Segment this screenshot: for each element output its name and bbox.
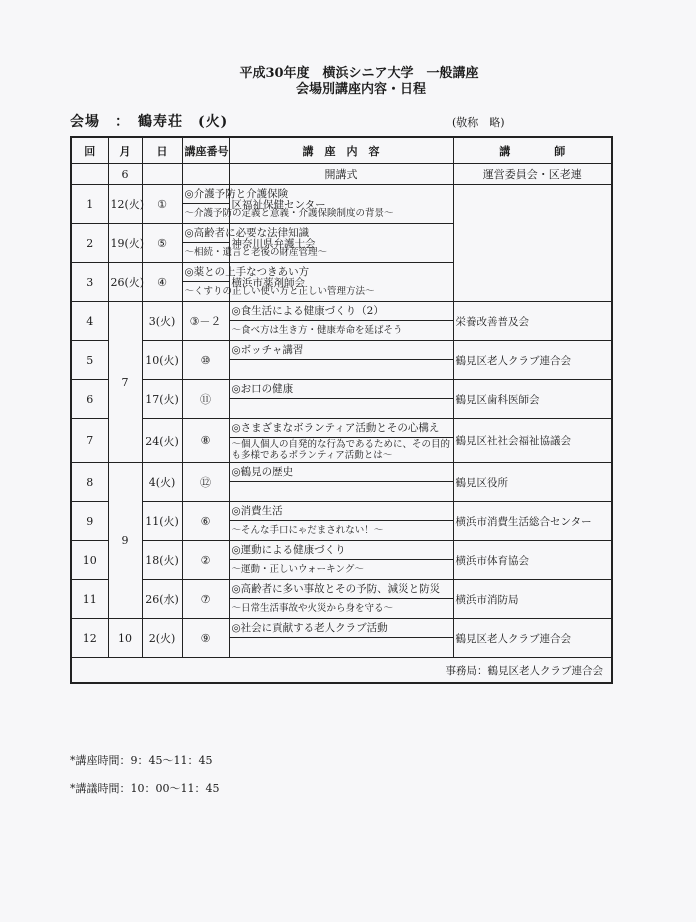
row-lecturer: 鶴見区役所 <box>453 463 612 502</box>
row-topic: ◎薬との上手なつきあい方 <box>182 263 229 282</box>
row-topic: ◎高齢者に必要な法律知識 <box>182 224 229 243</box>
row-lecturer: 栄養改善普及会 <box>453 302 612 341</box>
office-row <box>71 658 612 684</box>
row-day: 2(火) <box>142 619 182 658</box>
row-number: ⑫ <box>182 463 229 502</box>
table-row <box>71 580 612 599</box>
schedule-table <box>70 136 613 684</box>
row-day: 11(火) <box>142 502 182 541</box>
row-subtitle: ～くすりの正しい使い方と正しい管理方法～ <box>182 282 229 302</box>
lecture-time-note: *講座時間：9：45～11：45 <box>70 754 213 767</box>
row-day: 17(火) <box>142 380 182 419</box>
row-topic: ◎運動による健康づくり <box>229 541 453 560</box>
row-number: ⑤ <box>142 224 182 263</box>
row-day: 10(火) <box>142 341 182 380</box>
row-subtitle: ～個人個人の自発的な行為であるために、その目的も多様であるボランティア活動とは～ <box>229 438 453 463</box>
month-cell: 10 <box>108 619 142 658</box>
row-kai: 1 <box>71 185 108 224</box>
row-kai: 4 <box>71 302 108 341</box>
row-topic: ◎食生活による健康づくり（2） <box>229 302 453 321</box>
venue-label: 会場 ： 鶴寿荘 (火) <box>70 114 229 130</box>
row-number: ⑩ <box>182 341 229 380</box>
row-number: ① <box>142 185 182 224</box>
talk-time-note: *講議時間：10：00～11：45 <box>70 782 220 795</box>
row-day: 4(火) <box>142 463 182 502</box>
month-cell: 6 <box>108 164 142 185</box>
row-lecturer: 横浜市体育協会 <box>453 541 612 580</box>
row-number: ⑥ <box>182 502 229 541</box>
header-day: 日 <box>142 137 182 164</box>
month-cell: 7 <box>108 302 142 463</box>
header-content: 講 座 内 容 <box>229 137 453 164</box>
row-day: 19(火) <box>108 224 142 263</box>
row-subtitle <box>229 360 453 380</box>
table-row <box>71 302 612 321</box>
row-day: 3(火) <box>142 302 182 341</box>
row-topic: ◎介護予防と介護保険 <box>182 185 229 204</box>
row-day: 18(火) <box>142 541 182 580</box>
row-kai: 5 <box>71 341 108 380</box>
header-number: 講座番号 <box>182 137 229 164</box>
row-subtitle <box>229 399 453 419</box>
row-lecturer: 横浜市薬剤師会 <box>229 263 453 302</box>
table-row <box>71 541 612 560</box>
title-line2: 会場別講座内容・日程 <box>295 82 426 97</box>
row-lecturer: 神奈川県弁護士会 <box>229 224 453 263</box>
row-topic: ◎鶴見の歴史 <box>229 463 453 482</box>
row-kai: 9 <box>71 502 108 541</box>
row-lecturer: 鶴見区老人クラブ連合会 <box>453 341 612 380</box>
table-header-row <box>71 137 612 164</box>
opening-row <box>71 164 612 185</box>
header-lecturer: 講 師 <box>453 137 612 164</box>
row-day: 12(火) <box>108 185 142 224</box>
row-kai: 3 <box>71 263 108 302</box>
row-subtitle: ～日常生活事故や火災から身を守る～ <box>229 599 453 619</box>
row-day: 26(水) <box>142 580 182 619</box>
row-subtitle: ～運動・正しいウォーキング～ <box>229 560 453 580</box>
row-number: ⑨ <box>182 619 229 658</box>
row-lecturer: 鶴見区社社会福祉協議会 <box>453 419 612 463</box>
table-row <box>71 185 612 204</box>
row-subtitle: ～相続・遺言と老後の財産管理～ <box>182 243 229 263</box>
row-topic: ◎ボッチャ講習 <box>229 341 453 360</box>
row-subtitle <box>229 638 453 658</box>
row-number: ⑦ <box>182 580 229 619</box>
table-row <box>71 502 612 521</box>
row-number: ③－２ <box>182 302 229 341</box>
opening-lecturer: 運営委員会・区老連 <box>453 164 612 185</box>
row-topic: ◎社会に貢献する老人クラブ活動 <box>229 619 453 638</box>
table-row <box>71 341 612 360</box>
row-number: ② <box>182 541 229 580</box>
header-kai: 回 <box>71 137 108 164</box>
month-cell: 9 <box>108 463 142 619</box>
row-lecturer: 横浜市消防局 <box>453 580 612 619</box>
row-kai: 6 <box>71 380 108 419</box>
office-label: 事務局：鶴見区老人クラブ連合会 <box>71 658 612 684</box>
header-month: 月 <box>108 137 142 164</box>
row-day: 24(火) <box>142 419 182 463</box>
row-kai: 7 <box>71 419 108 463</box>
row-topic: ◎お口の健康 <box>229 380 453 399</box>
row-lecturer: 横浜市消費生活総合センター <box>453 502 612 541</box>
table-row <box>71 419 612 438</box>
row-kai: 10 <box>71 541 108 580</box>
row-subtitle: ～そんな手口にゃだまされない！～ <box>229 521 453 541</box>
table-row <box>71 619 612 638</box>
row-lecturer: 鶴見区老人クラブ連合会 <box>453 619 612 658</box>
row-lecturer: 区福祉保健センター <box>229 185 453 224</box>
row-kai: 11 <box>71 580 108 619</box>
row-subtitle <box>229 482 453 502</box>
row-number: ⑪ <box>182 380 229 419</box>
row-topic: ◎消費生活 <box>229 502 453 521</box>
row-day: 26(火) <box>108 263 142 302</box>
table-row <box>71 224 612 243</box>
row-kai: 8 <box>71 463 108 502</box>
row-subtitle: ～食べ方は生き方・健康寿命を延ばそう <box>229 321 453 341</box>
table-row <box>71 263 612 282</box>
table-row <box>71 380 612 399</box>
opening-label: 開講式 <box>229 164 453 185</box>
row-lecturer: 鶴見区歯科医師会 <box>453 380 612 419</box>
row-subtitle: ～介護予防の定義と意義・介護保険制度の背景～ <box>182 204 229 224</box>
row-topic: ◎高齢者に多い事故とその予防、減災と防災 <box>229 580 453 599</box>
table-row <box>71 463 612 482</box>
row-number: ④ <box>142 263 182 302</box>
row-number: ⑧ <box>182 419 229 463</box>
row-kai: 12 <box>71 619 108 658</box>
row-topic: ◎さまざまなボランティア活動とその心構え <box>229 419 453 438</box>
title-line1: 平成30年度 横浜シニア大学 一般講座 <box>239 66 479 81</box>
honorific-note: (敬称 略) <box>452 116 505 129</box>
row-kai: 2 <box>71 224 108 263</box>
